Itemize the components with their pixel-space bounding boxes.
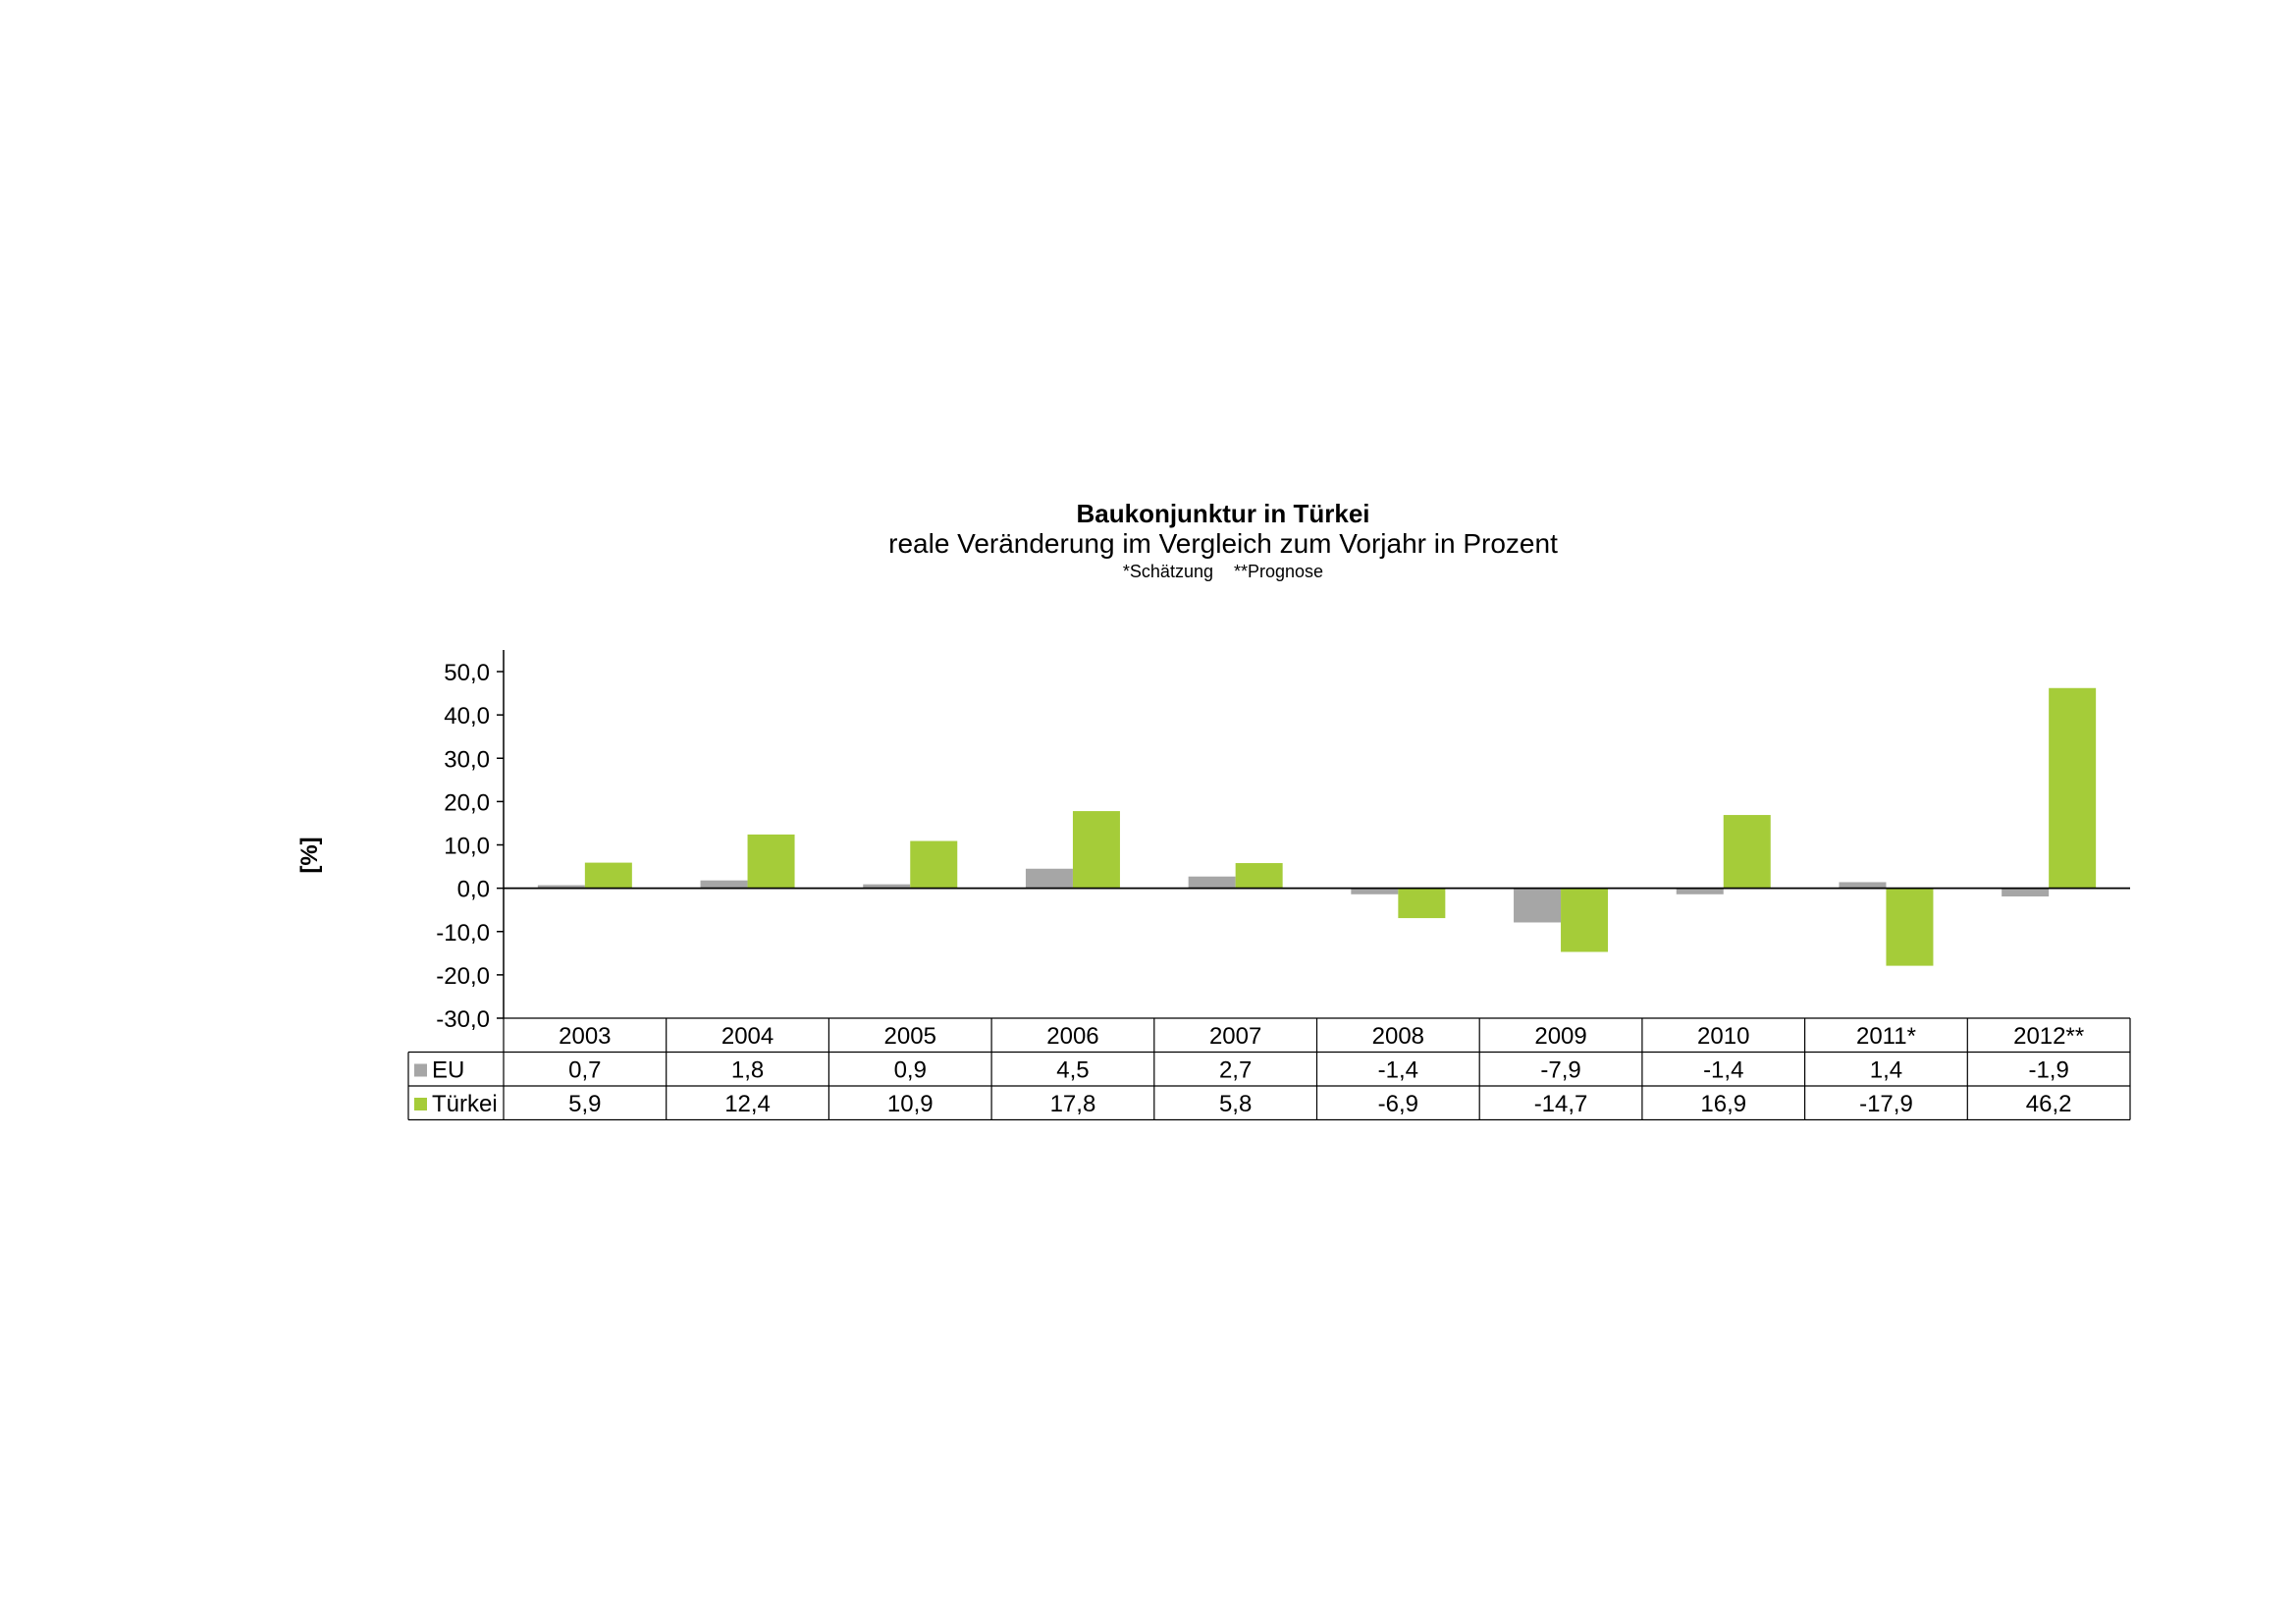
y-tick-label: 40,0 bbox=[444, 703, 490, 731]
chart-subtitle: reale Veränderung im Vergleich zum Vorjahr in Prozent bbox=[888, 528, 1558, 559]
note-estimate: *Schätzung bbox=[1122, 562, 1213, 581]
x-tick-label: 2007 bbox=[1208, 1023, 1262, 1050]
bar-eu-2009 bbox=[1514, 889, 1561, 923]
data-label: -1,4 bbox=[1377, 1056, 1419, 1084]
x-tick-label: 2006 bbox=[1046, 1023, 1099, 1050]
data-label: 1,4 bbox=[1869, 1056, 1903, 1084]
chart-title: Baukonjunktur in Türkei bbox=[1076, 499, 1370, 528]
y-tick-label: -20,0 bbox=[436, 962, 490, 990]
bar-eu-2010 bbox=[1677, 889, 1724, 894]
data-label: -7,9 bbox=[1540, 1056, 1581, 1084]
bar-t-rkei-2006 bbox=[1073, 811, 1120, 889]
legend-swatch-eu bbox=[414, 1064, 427, 1077]
data-label: -1,9 bbox=[2028, 1056, 2069, 1084]
data-label: 1,8 bbox=[730, 1056, 765, 1084]
x-tick-label: 2012** bbox=[2013, 1023, 2085, 1050]
bar-t-rkei-2011 bbox=[1886, 889, 1933, 966]
data-label: 0,9 bbox=[893, 1056, 927, 1084]
bar-t-rkei-2007 bbox=[1236, 863, 1283, 889]
bar-t-rkei-2003 bbox=[585, 863, 632, 889]
data-label: 0,7 bbox=[568, 1056, 602, 1084]
legend-label: Türkei bbox=[432, 1091, 498, 1117]
bar-eu-2004 bbox=[701, 881, 748, 889]
bar-eu-2007 bbox=[1189, 877, 1236, 889]
data-label: 16,9 bbox=[1700, 1091, 1747, 1117]
y-axis-label: [%] bbox=[296, 837, 323, 874]
bar-eu-2011 bbox=[1839, 882, 1886, 888]
bar-t-rkei-2009 bbox=[1561, 889, 1608, 952]
y-tick-label: 0,0 bbox=[456, 876, 490, 903]
y-tick-label: -10,0 bbox=[436, 919, 490, 947]
y-tick-label: 10,0 bbox=[444, 833, 490, 860]
bar-eu-2008 bbox=[1351, 889, 1398, 894]
bar-t-rkei-2010 bbox=[1724, 815, 1771, 889]
y-tick-label: -30,0 bbox=[436, 1006, 490, 1033]
data-label: -17,9 bbox=[1859, 1091, 1913, 1117]
x-tick-label: 2004 bbox=[721, 1023, 774, 1050]
bar-eu-2006 bbox=[1026, 869, 1073, 889]
data-label: 17,8 bbox=[1049, 1091, 1096, 1117]
y-tick-label: 50,0 bbox=[444, 660, 490, 686]
data-label: 4,5 bbox=[1056, 1056, 1090, 1084]
y-tick-label: 20,0 bbox=[444, 789, 490, 817]
x-tick-label: 2008 bbox=[1371, 1023, 1425, 1050]
bar-t-rkei-2004 bbox=[748, 835, 795, 889]
bar-eu-2012 bbox=[2002, 889, 2049, 896]
x-tick-label: 2003 bbox=[559, 1023, 612, 1050]
x-tick-label: 2009 bbox=[1534, 1023, 1587, 1050]
x-tick-label: 2010 bbox=[1697, 1023, 1750, 1050]
x-tick-label: 2005 bbox=[883, 1023, 936, 1050]
data-label: -6,9 bbox=[1377, 1091, 1419, 1117]
bar-t-rkei-2008 bbox=[1398, 889, 1445, 918]
data-label: 5,8 bbox=[1218, 1091, 1253, 1117]
note-forecast: **Prognose bbox=[1234, 562, 1324, 581]
y-tick-label: 30,0 bbox=[444, 746, 490, 774]
data-label: -1,4 bbox=[1703, 1056, 1744, 1084]
data-label: 46,2 bbox=[2025, 1091, 2072, 1117]
bar-t-rkei-2012 bbox=[2049, 688, 2096, 889]
bar-t-rkei-2005 bbox=[910, 841, 957, 889]
x-tick-label: 2011* bbox=[1855, 1023, 1916, 1050]
legend-swatch-t-rkei bbox=[414, 1098, 427, 1110]
data-label: -14,7 bbox=[1533, 1091, 1588, 1117]
data-label: 2,7 bbox=[1218, 1056, 1253, 1084]
legend-label: EU bbox=[432, 1056, 465, 1084]
data-label: 5,9 bbox=[568, 1091, 602, 1117]
data-label: 12,4 bbox=[724, 1091, 771, 1117]
data-label: 10,9 bbox=[886, 1091, 934, 1117]
